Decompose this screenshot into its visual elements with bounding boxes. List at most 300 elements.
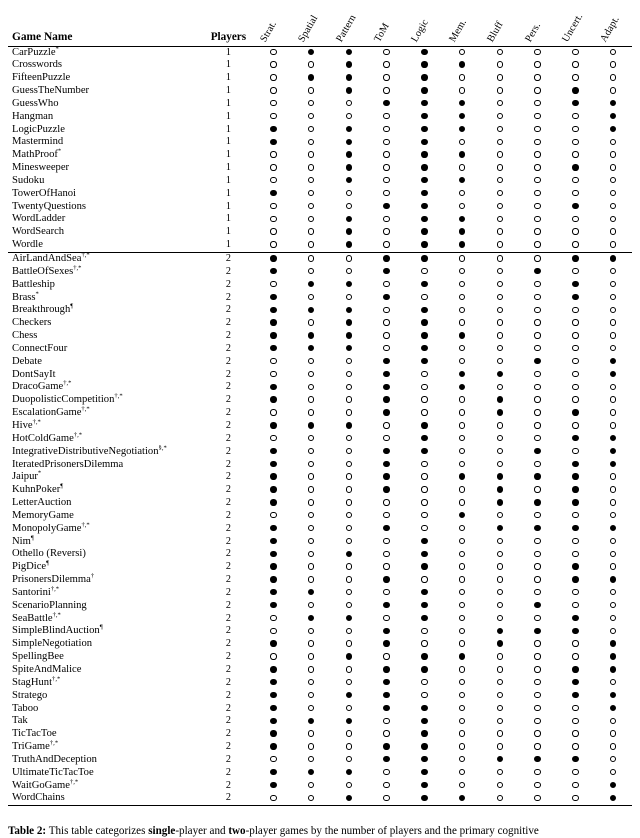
cell-attribute-bluff [481,446,519,459]
column-header-spatial-label: Spatial [297,14,320,44]
table-row[interactable] [8,111,632,124]
cell-attribute-pers [519,304,557,317]
cell-attribute-pers [519,381,557,394]
table-row[interactable] [8,292,632,305]
cell-attribute-spatial [292,201,330,214]
cell-attribute-mem [443,780,481,793]
cell-attribute-mem [443,471,481,484]
table-row[interactable] [8,638,632,651]
cell-attribute-adapt [594,239,632,252]
cell-game-name: CarPuzzle* [8,47,202,60]
filled-circle-icon [308,769,314,775]
open-circle-icon [459,422,465,428]
cell-attribute-strat [255,561,293,574]
cell-attribute-pers [519,201,557,214]
cell-attribute-strat [255,111,293,124]
cell-attribute-bluff [481,136,519,149]
caption-emphasis: single [148,825,175,837]
open-circle-icon [308,602,314,608]
cell-attribute-logic [406,136,444,149]
table-row[interactable] [8,677,632,690]
cell-attribute-spatial [292,149,330,162]
cell-attribute-strat [255,304,293,317]
cell-attribute-bluff [481,433,519,446]
cell-attribute-bluff [481,85,519,98]
cell-attribute-tom [368,292,406,305]
open-circle-icon [270,281,276,287]
open-circle-icon [534,203,540,209]
open-circle-icon [308,499,314,505]
filled-circle-icon [346,216,352,222]
filled-circle-icon [346,653,352,659]
table-row[interactable] [8,754,632,767]
open-circle-icon [421,371,427,377]
table-row[interactable] [8,317,632,330]
cell-attribute-tom [368,510,406,523]
cell-attribute-bluff [481,369,519,382]
cell-attribute-adapt [594,600,632,613]
table-row[interactable] [8,369,632,382]
cell-attribute-uncert [556,651,594,664]
filled-circle-icon [421,177,427,183]
cell-attribute-mem [443,304,481,317]
filled-circle-icon [421,769,427,775]
open-circle-icon [270,241,276,247]
cell-attribute-spatial [292,459,330,472]
table-row[interactable] [8,394,632,407]
cell-attribute-adapt [594,574,632,587]
filled-circle-icon [421,228,427,234]
cell-attribute-mem [443,484,481,497]
table-row[interactable] [8,381,632,394]
open-circle-icon [534,551,540,557]
cell-attribute-bluff [481,201,519,214]
filled-circle-icon [346,769,352,775]
filled-circle-icon [270,640,276,646]
cell-attribute-bluff [481,213,519,226]
cell-attribute-mem [443,188,481,201]
open-circle-icon [270,177,276,183]
open-circle-icon [459,538,465,544]
cell-players: 2 [202,253,254,266]
table-row[interactable] [8,85,632,98]
cell-attribute-strat [255,149,293,162]
filled-circle-icon [308,281,314,287]
cell-attribute-pattern [330,420,368,433]
table-row[interactable] [8,239,632,252]
open-circle-icon [534,216,540,222]
table-row[interactable] [8,792,632,805]
cell-attribute-bluff [481,792,519,805]
cell-players: 1 [202,213,254,226]
table-row[interactable] [8,162,632,175]
table-row[interactable] [8,574,632,587]
open-circle-icon [308,512,314,518]
cell-attribute-logic [406,292,444,305]
cell-attribute-uncert [556,253,594,266]
open-circle-icon [346,730,352,736]
cell-attribute-logic [406,677,444,690]
table-row[interactable] [8,433,632,446]
open-circle-icon [383,74,389,80]
cell-attribute-pattern [330,754,368,767]
cell-players: 1 [202,162,254,175]
cell-attribute-spatial [292,317,330,330]
cell-attribute-adapt [594,175,632,188]
table-row[interactable] [8,98,632,111]
filled-circle-icon [383,679,389,685]
table-row[interactable] [8,510,632,523]
cell-attribute-logic [406,459,444,472]
open-circle-icon [610,74,616,80]
game-name-footnote-marker: * [38,470,41,477]
open-circle-icon [572,49,578,55]
filled-circle-icon [572,615,578,621]
cell-attribute-spatial [292,85,330,98]
table-row[interactable] [8,625,632,638]
cell-attribute-uncert [556,213,594,226]
cell-attribute-adapt [594,420,632,433]
cell-attribute-tom [368,625,406,638]
cell-attribute-pattern [330,175,368,188]
game-name-footnote-marker: †,* [81,521,89,528]
open-circle-icon [534,345,540,351]
cell-attribute-bluff [481,98,519,111]
table-row[interactable] [8,253,632,266]
open-circle-icon [383,113,389,119]
cell-attribute-adapt [594,381,632,394]
cell-game-name: Wordle [8,239,202,252]
table-row[interactable] [8,651,632,664]
table-row[interactable] [8,536,632,549]
caption-label: Table 2: [8,825,46,837]
table-row[interactable] [8,484,632,497]
cell-attribute-strat [255,600,293,613]
open-circle-icon [383,538,389,544]
cell-attribute-bluff [481,343,519,356]
cell-players: 2 [202,523,254,536]
cell-attribute-bluff [481,175,519,188]
cell-attribute-strat [255,420,293,433]
cell-attribute-logic [406,266,444,279]
cell-players: 2 [202,394,254,407]
game-name-footnote-marker: †,* [74,431,82,438]
open-circle-icon [308,743,314,749]
header-row [8,0,632,46]
cell-attribute-pers [519,213,557,226]
filled-circle-icon [459,126,465,132]
filled-circle-icon [421,216,427,222]
table-row[interactable] [8,420,632,433]
filled-circle-icon [421,795,427,801]
table-row[interactable] [8,124,632,137]
table-row[interactable] [8,407,632,420]
open-circle-icon [572,139,578,145]
cell-game-name: TriGame†,* [8,741,202,754]
filled-circle-icon [572,692,578,698]
open-circle-icon [308,139,314,145]
open-circle-icon [497,576,503,582]
cell-attribute-tom [368,343,406,356]
cell-players: 2 [202,356,254,369]
cell-attribute-bluff [481,497,519,510]
open-circle-icon [383,615,389,621]
cell-attribute-mem [443,638,481,651]
cell-attribute-spatial [292,213,330,226]
open-circle-icon [497,795,503,801]
table-row[interactable] [8,690,632,703]
table-row[interactable] [8,523,632,536]
cell-attribute-adapt [594,136,632,149]
cell-attribute-pers [519,226,557,239]
open-circle-icon [308,294,314,300]
table-row[interactable] [8,279,632,292]
filled-circle-icon [346,718,352,724]
open-circle-icon [346,473,352,479]
cell-attribute-pattern [330,446,368,459]
cell-attribute-tom [368,767,406,780]
table-row[interactable] [8,780,632,793]
cell-attribute-pattern [330,149,368,162]
table-row[interactable] [8,600,632,613]
table-row[interactable] [8,343,632,356]
cell-attribute-uncert [556,394,594,407]
cell-attribute-uncert [556,356,594,369]
cell-attribute-logic [406,394,444,407]
cell-players: 1 [202,201,254,214]
cell-attribute-pattern [330,703,368,716]
game-name-footnote-marker: †,* [73,264,81,271]
open-circle-icon [497,512,503,518]
cell-attribute-mem [443,664,481,677]
filled-circle-icon [459,228,465,234]
cell-players: 2 [202,741,254,754]
filled-circle-icon [346,228,352,234]
table-row[interactable] [8,136,632,149]
cell-attribute-tom [368,356,406,369]
cell-players: 2 [202,471,254,484]
table-row[interactable] [8,459,632,472]
open-circle-icon [534,151,540,157]
cell-players: 1 [202,98,254,111]
open-circle-icon [459,486,465,492]
table-row[interactable] [8,188,632,201]
cell-attribute-spatial [292,471,330,484]
cell-attribute-mem [443,690,481,703]
open-circle-icon [308,216,314,222]
cell-attribute-bluff [481,651,519,664]
cell-attribute-logic [406,574,444,587]
cell-attribute-tom [368,111,406,124]
cell-attribute-pers [519,677,557,690]
cell-attribute-uncert [556,587,594,600]
cell-attribute-adapt [594,47,632,60]
cell-attribute-spatial [292,792,330,805]
open-circle-icon [383,49,389,55]
open-circle-icon [308,126,314,132]
open-circle-icon [346,666,352,672]
cell-attribute-spatial [292,587,330,600]
cell-attribute-spatial [292,433,330,446]
cell-attribute-tom [368,149,406,162]
open-circle-icon [383,769,389,775]
open-circle-icon [421,576,427,582]
game-name-footnote-marker: †,* [63,380,71,387]
cell-attribute-mem [443,574,481,587]
cell-attribute-mem [443,613,481,626]
cell-players: 2 [202,664,254,677]
filled-circle-icon [270,718,276,724]
open-circle-icon [534,563,540,569]
open-circle-icon [534,730,540,736]
table-row[interactable] [8,330,632,343]
open-circle-icon [346,705,352,711]
cell-attribute-bluff [481,279,519,292]
cell-attribute-strat [255,188,293,201]
cell-attribute-mem [443,792,481,805]
cell-players: 2 [202,690,254,703]
cell-attribute-pers [519,136,557,149]
table-row[interactable] [8,226,632,239]
open-circle-icon [534,281,540,287]
cell-game-name: Taboo [8,703,202,716]
open-circle-icon [421,692,427,698]
cell-game-name: TruthAndDeception [8,754,202,767]
cell-attribute-pattern [330,587,368,600]
cell-attribute-uncert [556,548,594,561]
table-row[interactable] [8,201,632,214]
table-row[interactable] [8,741,632,754]
cell-attribute-spatial [292,625,330,638]
table-row[interactable] [8,175,632,188]
cell-attribute-logic [406,369,444,382]
cell-attribute-mem [443,149,481,162]
filled-circle-icon [270,666,276,672]
table-row[interactable] [8,548,632,561]
filled-circle-icon [497,499,503,505]
open-circle-icon [610,345,616,351]
table-row[interactable] [8,304,632,317]
cell-game-name: SpellingBee [8,651,202,664]
open-circle-icon [497,448,503,454]
open-circle-icon [497,164,503,170]
open-circle-icon [534,769,540,775]
table-row[interactable] [8,149,632,162]
filled-circle-icon [421,589,427,595]
cell-attribute-tom [368,304,406,317]
cell-players: 2 [202,420,254,433]
filled-circle-icon [459,473,465,479]
table-row[interactable] [8,266,632,279]
cell-attribute-spatial [292,536,330,549]
table-row[interactable] [8,715,632,728]
table-row[interactable] [8,47,632,60]
caption-fragment: This table categorizes [49,825,149,837]
table-row[interactable] [8,664,632,677]
cell-game-name: StagHunt†,* [8,677,202,690]
cell-attribute-pattern [330,651,368,664]
table-row[interactable] [8,728,632,741]
cell-attribute-adapt [594,703,632,716]
open-circle-icon [534,164,540,170]
open-circle-icon [308,473,314,479]
filled-circle-icon [459,384,465,390]
open-circle-icon [383,653,389,659]
cell-attribute-uncert [556,433,594,446]
open-circle-icon [459,190,465,196]
table-row[interactable] [8,497,632,510]
cell-attribute-logic [406,407,444,420]
cell-attribute-uncert [556,600,594,613]
cell-attribute-uncert [556,677,594,690]
cell-attribute-logic [406,188,444,201]
open-circle-icon [497,190,503,196]
game-name-footnote-marker: ¶ [31,534,34,541]
table-row[interactable] [8,356,632,369]
cell-attribute-logic [406,690,444,703]
filled-circle-icon [421,615,427,621]
open-circle-icon [572,602,578,608]
cell-attribute-mem [443,253,481,266]
cell-attribute-spatial [292,343,330,356]
cell-attribute-strat [255,625,293,638]
filled-circle-icon [572,756,578,762]
cell-attribute-logic [406,356,444,369]
table-row[interactable] [8,446,632,459]
cell-attribute-pattern [330,548,368,561]
table-row[interactable] [8,767,632,780]
table-row[interactable] [8,213,632,226]
open-circle-icon [459,164,465,170]
cell-attribute-adapt [594,728,632,741]
open-circle-icon [610,190,616,196]
cell-game-name: Tak [8,715,202,728]
table-row[interactable] [8,703,632,716]
cell-game-name: MemoryGame [8,510,202,523]
open-circle-icon [610,743,616,749]
open-circle-icon [308,692,314,698]
open-circle-icon [497,692,503,698]
table-row[interactable] [8,561,632,574]
filled-circle-icon [308,422,314,428]
table-row[interactable] [8,587,632,600]
cell-game-name: SeaBattle†,* [8,613,202,626]
cell-attribute-pattern [330,715,368,728]
cell-attribute-bluff [481,664,519,677]
open-circle-icon [534,319,540,325]
open-circle-icon [497,602,503,608]
cell-attribute-pattern [330,407,368,420]
cell-attribute-spatial [292,767,330,780]
filled-circle-icon [270,139,276,145]
cell-attribute-bluff [481,510,519,523]
open-circle-icon [270,113,276,119]
column-header-pers-label: Pers. [524,22,543,45]
table-row[interactable] [8,72,632,85]
cell-attribute-bluff [481,149,519,162]
table-row[interactable] [8,471,632,484]
filled-circle-icon [534,525,540,531]
filled-circle-icon [459,61,465,67]
cell-players: 2 [202,767,254,780]
cell-attribute-spatial [292,677,330,690]
open-circle-icon [308,782,314,788]
open-circle-icon [497,151,503,157]
cell-attribute-strat [255,253,293,266]
table-row[interactable] [8,59,632,72]
cell-attribute-adapt [594,149,632,162]
cell-players: 1 [202,136,254,149]
